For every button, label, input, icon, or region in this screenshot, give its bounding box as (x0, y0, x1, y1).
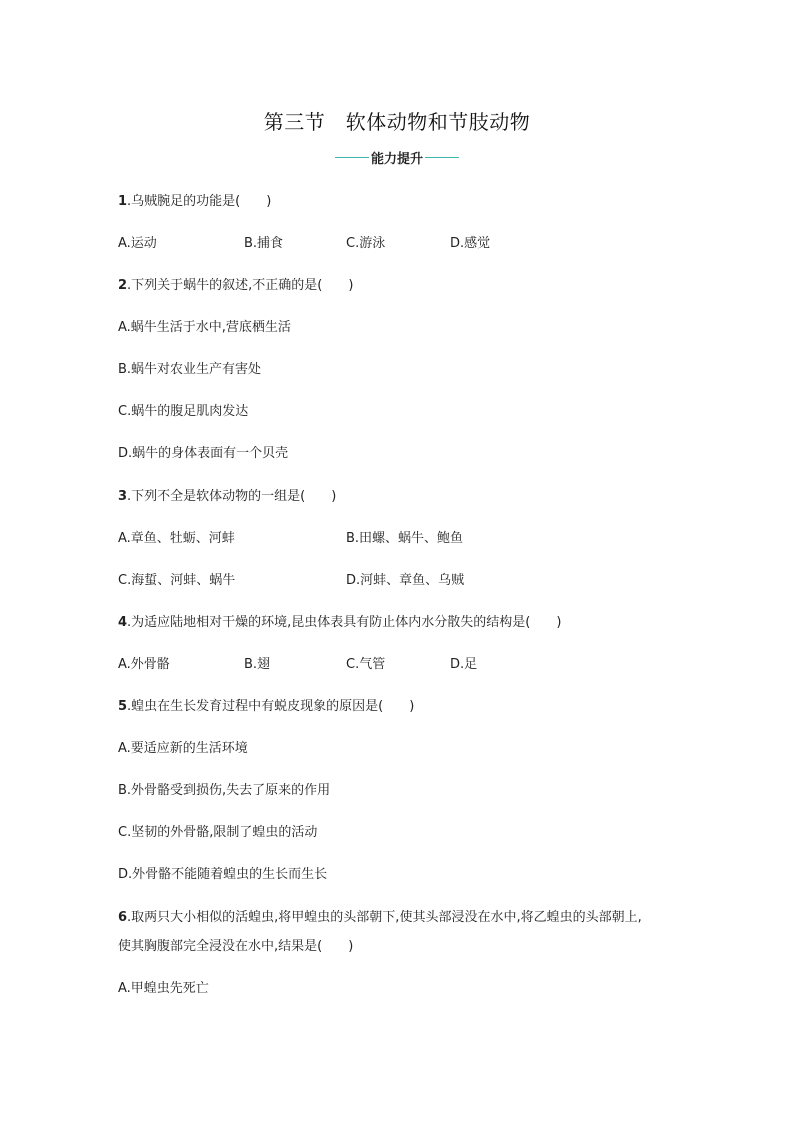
question-number: 4 (118, 615, 128, 630)
question-5 (118, 699, 414, 715)
heading-rule-left (335, 157, 369, 158)
question-text: .下列不全是软体动物的一组是( ) (127, 489, 337, 504)
option-c: C.蜗牛的腹足肌肉发达 (118, 404, 249, 419)
section-label: 能力提升 (370, 152, 423, 167)
option-a: A.蜗牛生活于水中,营底栖生活 (118, 320, 291, 335)
option-c: C.坚韧的外骨骼,限制了蝗虫的活动 (118, 825, 318, 840)
question-text: .为适应陆地相对干燥的环境,昆虫体表具有防止体内水分散失的结构是( ) (127, 615, 562, 630)
question-text: .取两只大小相似的活蝗虫,将甲蝗虫的头部朝下,使其头部浸没在水中,将乙蝗虫的头部朝上, (127, 910, 642, 925)
question-3 (118, 489, 336, 505)
option-d: D.足 (450, 657, 478, 672)
question-number: 5 (118, 699, 128, 714)
question-text: .乌贼腕足的功能是( ) (127, 194, 272, 209)
option-c: C.海蜇、河蚌、蜗牛 (118, 573, 236, 588)
question-6 (118, 910, 642, 926)
page-title: 第三节 软体动物和节肢动物 (263, 110, 531, 134)
section-heading (0, 148, 794, 167)
option-d: D.感觉 (450, 236, 491, 251)
question-4 (118, 615, 561, 631)
option-a: A.要适应新的生活环境 (118, 741, 248, 756)
option-a: A.外骨骼 (118, 657, 170, 672)
option-c: C.气管 (346, 657, 386, 672)
option-b: B.翅 (244, 657, 271, 672)
option-d: D.河蚌、章鱼、乌贼 (346, 573, 465, 588)
question-number: 1 (118, 194, 128, 209)
question-6-continued: 使其胸腹部完全浸没在水中,结果是( ) (118, 939, 354, 954)
option-c: C.游泳 (346, 236, 386, 251)
question-text: .蝗虫在生长发育过程中有蜕皮现象的原因是( ) (127, 699, 415, 714)
question-text: .下列关于蜗牛的叙述,不正确的是( ) (127, 278, 354, 293)
option-d: D.外骨骼不能随着蝗虫的生长而生长 (118, 867, 328, 882)
option-a: A.章鱼、牡蛎、河蚌 (118, 531, 235, 546)
option-b: B.蜗牛对农业生产有害处 (118, 362, 262, 377)
option-b: B.外骨骼受到损伤,失去了原来的作用 (118, 783, 331, 798)
question-number: 2 (118, 278, 128, 293)
option-a: A.甲蝗虫先死亡 (118, 981, 209, 996)
question-number: 3 (118, 489, 128, 504)
option-d: D.蜗牛的身体表面有一个贝壳 (118, 446, 289, 461)
question-number: 6 (118, 910, 128, 925)
question-2 (118, 278, 353, 294)
option-b: B.捕食 (244, 236, 284, 251)
heading-rule-right (425, 157, 459, 158)
option-a: A.运动 (118, 236, 157, 251)
option-b: B.田螺、蜗牛、鲍鱼 (346, 531, 464, 546)
question-1 (118, 194, 271, 210)
